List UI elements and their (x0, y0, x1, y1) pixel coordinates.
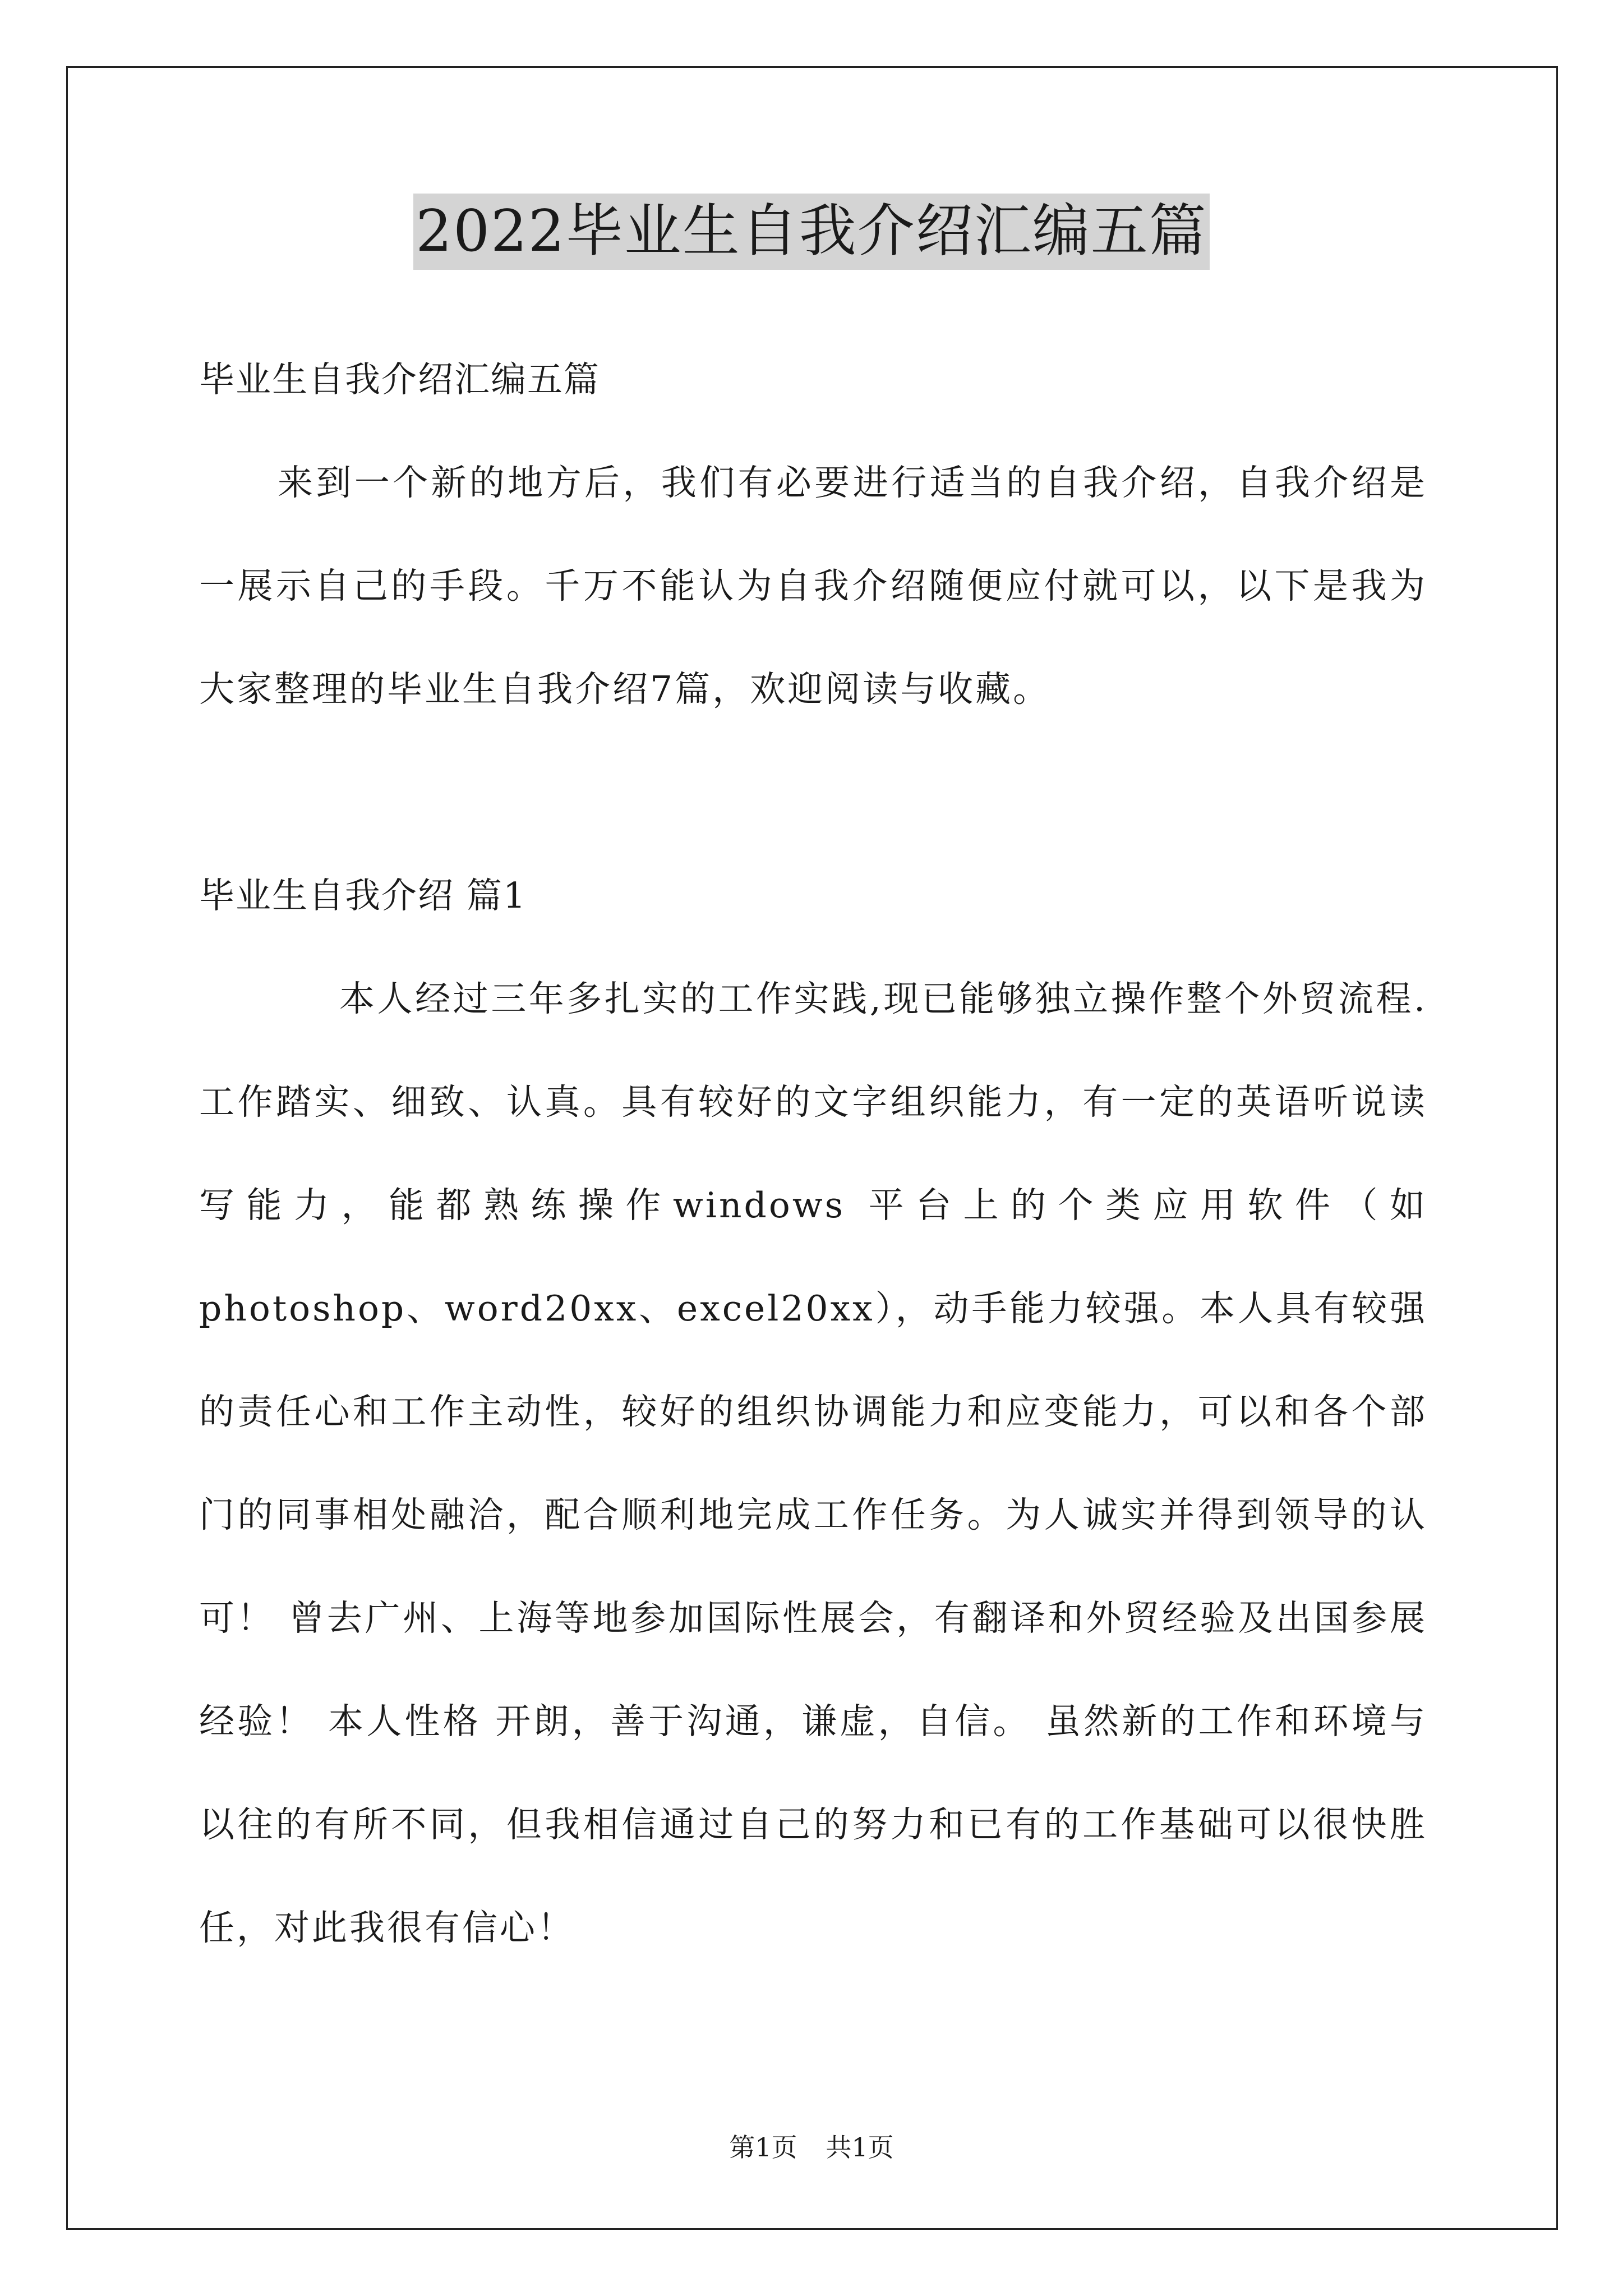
section-1-heading: 毕业生自我介绍 篇1 (199, 875, 527, 916)
page-number-current: 第1页 (729, 2132, 797, 2162)
document-title: 2022毕业生自我介绍汇编五篇 (413, 194, 1210, 270)
paragraph-spacer (199, 741, 1427, 844)
title-container (0, 194, 1623, 270)
document-subtitle: 毕业生自我介绍汇编五篇 (199, 359, 600, 400)
page-footer (0, 2131, 1623, 2164)
section-1-paragraph: 本人经过三年多扎实的工作实践,现已能够独立操作整个外贸流程.工作踏实、细致、认真。具有较好的文字组织能力，有一定的英语听说读写能力，能都熟练操作windows 平台上的个类应用软件（如photoshop、word20xx、excel20xx），动手能力较强。本人具有较强的责任心和工作主动性，较好的组织协调能力和应变能力，可以和各个部门的同事相处融洽，配合顺利地完成工作任务。为人诚实并得到领导的认可！ 曾去广州、上海等地参加国际性展会，有翻译和外贸经验及出国参展经验！ 本人性格 开朗，善于沟通，谦虚，自信。 虽然新的工作和环境与以往的有所不同，但我相信通过自己的努力和已有的工作基础可以很快胜任，对此我很有信心！ (199, 978, 1427, 1948)
document-body (199, 328, 1427, 1980)
intro-paragraph: 来到一个新的地方后，我们有必要进行适当的自我介绍，自我介绍是一展示自己的手段。千万不能认为自我介绍随便应付就可以，以下是我为大家整理的毕业生自我介绍7篇，欢迎阅读与收藏。 (199, 462, 1427, 710)
page-number-total: 共1页 (826, 2132, 894, 2162)
